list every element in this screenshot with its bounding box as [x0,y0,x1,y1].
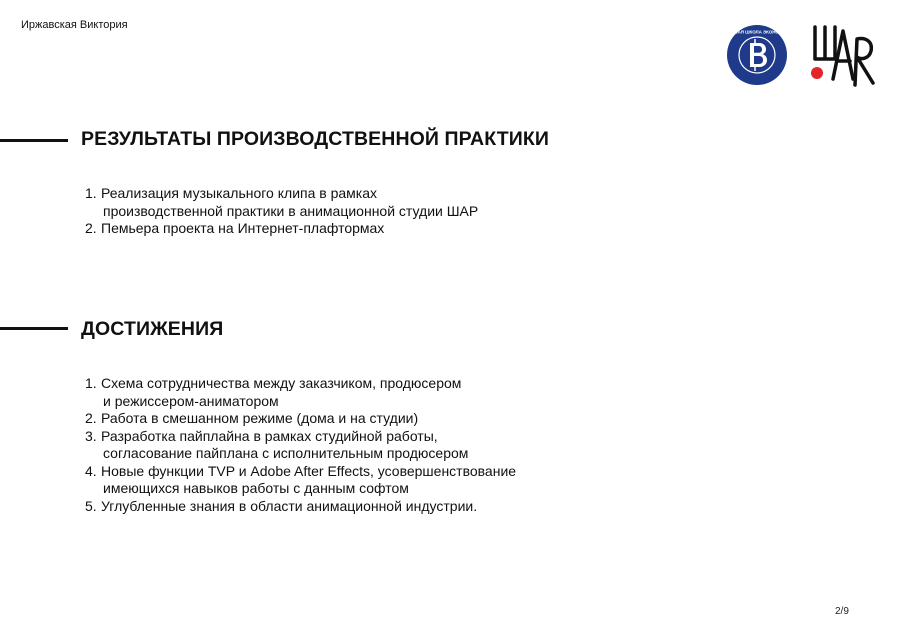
list-item [85,463,516,498]
item-text: согласование пайплана с исполнительным продюсером [103,445,469,461]
item-number: 1. [85,185,97,201]
item-text: имеющихся навыков работы с данным софтом [103,480,409,496]
item-text: и режиссером-аниматором [103,392,279,409]
item-text: производственной практики в анимационной студии ШАР [103,202,479,219]
item-text: Углубленные знания в области анимационной индустрии. [101,497,478,514]
section-divider [0,139,68,142]
item-number: 1. [85,375,97,391]
item-text: Пемьера проекта на Интернет-плафтормах [101,220,385,236]
author-name: Иржавская Виктория [21,19,128,31]
list-item [85,498,516,516]
list-item [85,428,516,463]
hse-university-logo-icon [722,25,792,85]
results-list [85,185,478,238]
item-number: 2. [85,410,97,426]
list-item [85,375,516,410]
page-number: 2/9 [835,606,849,617]
item-number: 5. [85,497,97,514]
list-item [85,185,478,220]
item-text: Разработка пайплайна в рамках студийной работы, [101,427,438,444]
item-number: 3. [85,427,97,444]
list-item [85,220,478,238]
item-text: Реализация музыкального клипа в рамках [101,185,378,201]
section-divider [0,327,68,330]
item-text: Схема сотрудничества между заказчиком, продюсером [101,375,462,391]
list-item [85,410,516,428]
item-number: 2. [85,220,97,236]
hse-ring-top-text: ВЫСШАЯ ШКОЛА ЭКОНОМИКИ [722,29,792,35]
item-text: Работа в смешанном режиме (дома и на студии) [101,410,419,426]
section-title-achievements: ДОСТИЖЕНИЯ [81,318,224,340]
achievements-list [85,375,516,515]
item-text: Новые функции TVP и Adobe After Effects, усовершенствование [101,462,517,479]
section-title-results: РЕЗУЛЬТАТЫ ПРОИЗВОДСТВЕННОЙ ПРАКТИКИ [81,128,549,150]
shar-studio-logo-icon [807,23,879,87]
item-number: 4. [85,462,97,479]
